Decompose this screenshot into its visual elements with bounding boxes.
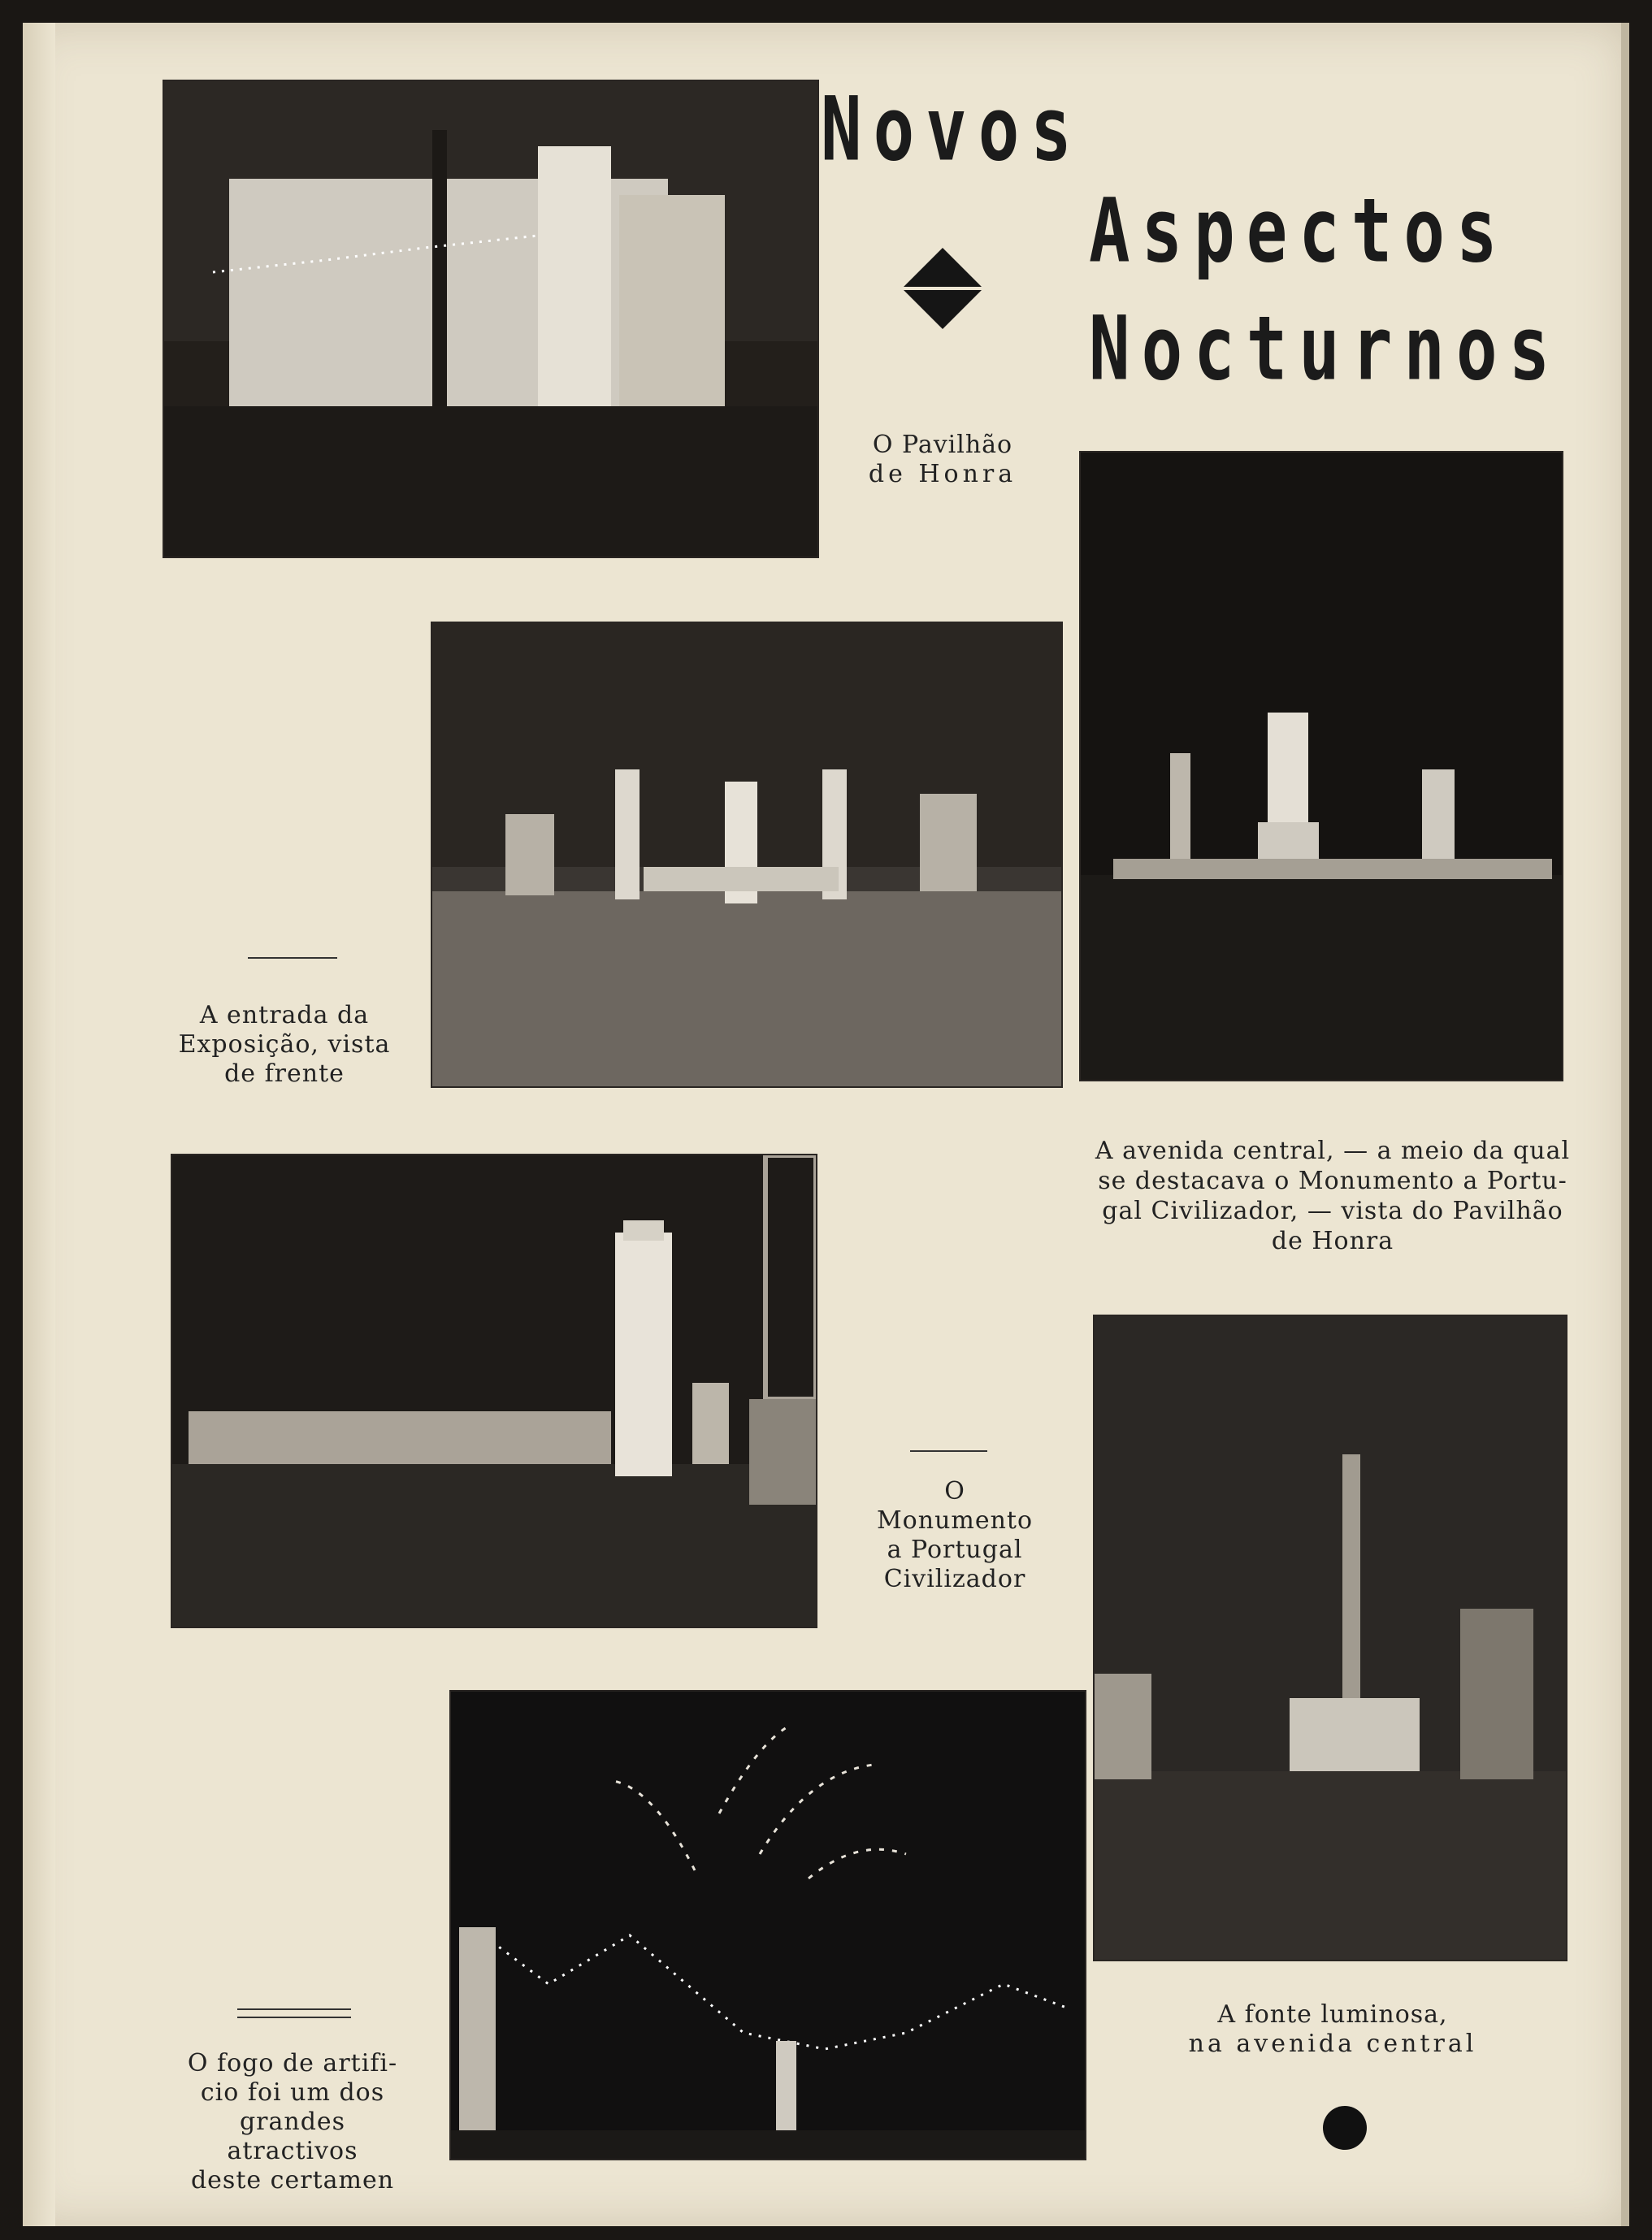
caption-line: Civilizador (883, 1565, 1026, 1593)
caption-line: O fogo de artifi- (187, 2049, 398, 2078)
caption-line: Monumento (876, 1506, 1034, 1535)
caption-line: A avenida central, — a meio da qual (1095, 1137, 1571, 1165)
caption-entrada (171, 1001, 398, 1089)
diamond-ornament-icon (898, 244, 987, 333)
photo-pavilhao-de-honra (163, 80, 819, 558)
photo-entrada-exposicao (431, 622, 1063, 1088)
caption-rule (248, 957, 337, 959)
caption-line: cio foi um dos (200, 2078, 385, 2107)
caption-line: A entrada da (199, 1001, 370, 1029)
title-word-aspectos: Aspectos (1089, 179, 1509, 283)
title-word-nocturnos: Nocturnos (1089, 297, 1562, 401)
caption-rule (237, 2017, 351, 2018)
caption-pavilhao (841, 431, 1044, 489)
caption-fogo (171, 2049, 414, 2195)
photo-avenida-central (1079, 451, 1563, 1081)
caption-line: de Honra (1271, 1227, 1394, 1255)
caption-line: de frente (224, 1059, 345, 1088)
caption-line: se destacava o Monumento a Portu- (1098, 1167, 1567, 1195)
photo-fogo-de-artificio (449, 1690, 1086, 2160)
page-bullet-icon (1323, 2106, 1367, 2150)
caption-line: de Honra (868, 460, 1017, 488)
caption-monumento (861, 1477, 1048, 1594)
caption-line: a Portugal (887, 1536, 1023, 1564)
caption-line: deste certamen (190, 2166, 395, 2195)
page-edge (1621, 23, 1629, 2226)
photo-fonte-luminosa (1093, 1315, 1567, 1961)
page-gutter (23, 23, 55, 2226)
caption-line: gal Civilizador, — vista do Pavilhão (1102, 1197, 1563, 1225)
caption-line: O Pavilhão (872, 431, 1013, 459)
caption-line: grandes atractivos (227, 2108, 358, 2165)
caption-line: na avenida central (1188, 2030, 1477, 2058)
caption-rule (910, 1450, 987, 1452)
title-word-novos: Novos (821, 77, 1083, 181)
caption-line: A fonte luminosa, (1217, 2000, 1448, 2029)
caption-avenida (1077, 1136, 1589, 1256)
caption-line: Exposição, vista (178, 1030, 391, 1059)
photo-monumento (171, 1154, 817, 1628)
caption-line: O (944, 1477, 965, 1506)
caption-rule (237, 2008, 351, 2010)
caption-fonte (1170, 2000, 1495, 2059)
